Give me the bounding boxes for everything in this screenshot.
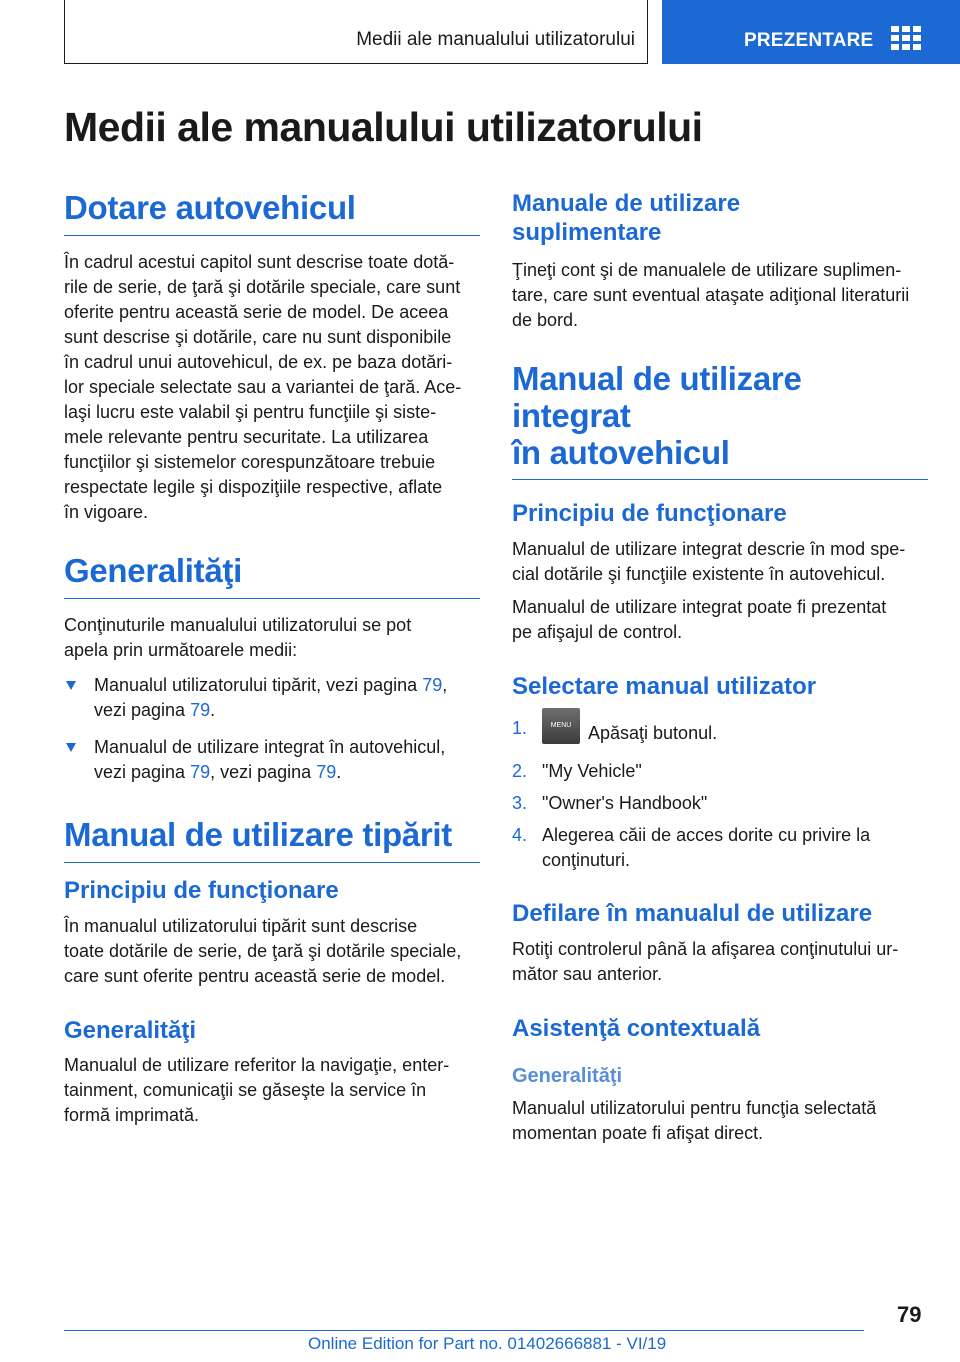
page-link[interactable]: 79 <box>422 674 443 695</box>
heading-manual-tiparit: Manual de utilizare tipărit <box>64 817 480 863</box>
page-title: Medii ale manualului utilizatorului <box>64 104 703 150</box>
list-item: Manualul utilizatorului tipărit, vezi pagina 79, vezi pagina 79. <box>64 673 480 723</box>
subheading-defilare: Defilare în manualul de utilizare <box>512 900 873 928</box>
running-header <box>64 0 648 64</box>
paragraph: Ţineţi cont şi de manualele de utilizare suplimen- tare, care sunt eventual ataşate adiţional literaturii de bord. <box>512 259 910 330</box>
paragraph: Manualul de utilizare referitor la navigaţie, enter- tainment, comunicaţii se găseşte la service în formă imprimată. <box>64 1055 450 1126</box>
left-column <box>64 190 480 1128</box>
paragraph: Rotiţi controlerul până la afişarea conţinutului ur- mător sau anterior. <box>512 938 899 984</box>
triangle-bullet-icon <box>66 743 76 752</box>
paragraph: Manualul de utilizare integrat poate fi prezentat pe afişajul de control. <box>512 597 887 643</box>
heading-dotare-autovehicul: Dotare autovehicul <box>64 190 480 236</box>
subheading-principiu: Principiu de funcţionare <box>512 500 787 528</box>
steps-list <box>512 716 928 873</box>
heading-generalitati: Generalităţi <box>64 553 480 599</box>
list-item: 1. MENU Apăsaţi butonul. <box>512 716 928 752</box>
subheading-asistenta: Asistenţă contextuală <box>512 1014 761 1042</box>
list-item: Manualul de utilizare integrat în autovehicul, vezi pagina 79, vezi pagina 79. <box>64 735 480 785</box>
subheading-selectare-manual: Selectare manual utilizator <box>512 673 817 701</box>
paragraph: Manualul de utilizare integrat descrie în mod spe- cial dotările şi funcţiile existente în autovehicul. <box>512 539 906 585</box>
media-list <box>64 673 480 785</box>
paragraph: În cadrul acestui capitol sunt descrise toate dotă- rile de serie, de ţară şi dotările speciale, care sunt oferite pentru această serie de model. De aceea sunt descrise şi dotările, care nu sunt disponibile în cadrul unui autovehicul, de ex. pe baza dotări- lor speciale selectate sau a variantei de ţară. Ace- laşi lucru este valabil şi pentru funcţiile şi siste- mele relevante pentru securitate. La utilizarea funcţiilor şi sistemelor corespunzătoare trebuie respectate legile şi dispoziţiile respective, aflate în vigoare. <box>64 251 462 522</box>
section-tab-label: PREZENTARE <box>744 30 874 51</box>
subheading-principiu: Principiu de funcţionare <box>64 876 339 904</box>
footer-edition: Online Edition for Part no. 01402666881 - VI/19 <box>308 1334 667 1353</box>
page-link[interactable]: 79 <box>190 761 211 782</box>
paragraph: Conţinuturile manualului utilizatorului se pot apela prin următoarele medii: <box>64 614 412 660</box>
grid-icon <box>891 26 921 50</box>
page-link[interactable]: 79 <box>316 761 337 782</box>
list-item: 4. Alegerea căii de acces dorite cu privire la conţinuturi. <box>512 825 871 871</box>
paragraph: În manualul utilizatorului tipărit sunt descrise toate dotările de serie, de ţară şi dotările speciale, care sunt oferite pentru această serie de model. <box>64 915 462 986</box>
menu-button-icon[interactable]: MENU <box>542 708 580 744</box>
footer-divider <box>64 1330 864 1331</box>
chapter-title: Medii ale manualului utilizatorului <box>356 29 635 50</box>
page-number: 79 <box>897 1302 922 1327</box>
heading-manuale-suplimentare: Manuale de utilizare suplimentare <box>512 190 741 246</box>
right-column <box>512 190 928 1146</box>
subheading-generalitati: Generalităţi <box>512 1064 623 1087</box>
heading-manual-integrat: Manual de utilizare integrat în autovehicul <box>512 361 928 481</box>
list-item: 2. "My Vehicle" <box>512 761 642 782</box>
page-link[interactable]: 79 <box>190 699 211 720</box>
paragraph: Manualul utilizatorului pentru funcţia selectată momentan poate fi afişat direct. <box>512 1097 877 1143</box>
section-tab[interactable] <box>662 0 960 64</box>
triangle-bullet-icon <box>66 681 76 690</box>
subheading-generalitati: Generalităţi <box>64 1016 197 1044</box>
list-item: 3. "Owner's Handbook" <box>512 793 708 814</box>
